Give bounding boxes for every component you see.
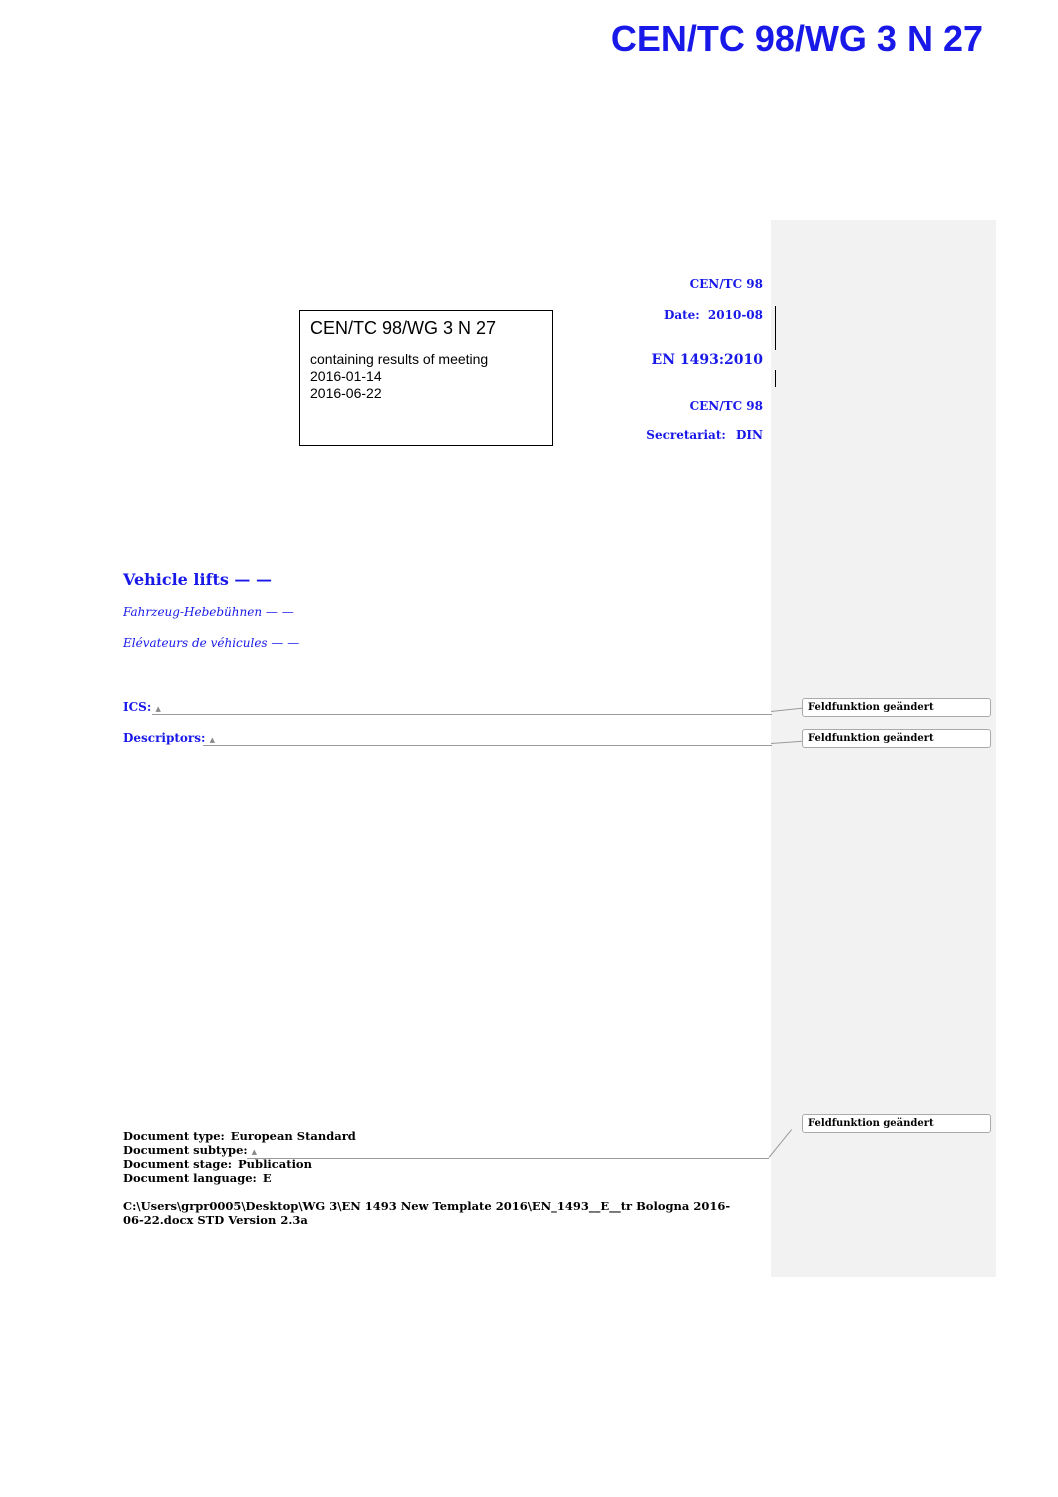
- doc-subtype-label: Document subtype:: [123, 1142, 248, 1157]
- doc-type-value: European Standard: [230, 1129, 356, 1143]
- doc-language-row: [123, 1172, 356, 1186]
- doc-type-row: [123, 1130, 356, 1144]
- doc-language-value: E: [262, 1170, 272, 1185]
- secretariat-label: Secretariat:: [646, 428, 726, 442]
- date-label: Date:: [663, 308, 700, 322]
- change-bar: [775, 370, 776, 387]
- standard-number: EN 1493:2010: [651, 352, 763, 368]
- comment-leader-line: [152, 714, 772, 715]
- change-bar: [775, 306, 776, 350]
- meeting-date-2: 2016-06-22: [310, 385, 382, 401]
- meeting-box-title: CEN/TC 98/WG 3 N 27: [310, 318, 497, 338]
- meeting-date-1: 2016-01-14: [310, 368, 382, 384]
- date-line: [664, 308, 763, 322]
- document-number-heading: CEN/TC 98/WG 3 N 27: [610, 18, 983, 59]
- doc-type-label: Document type:: [123, 1129, 225, 1143]
- field-marker-icon: ▲: [251, 1146, 258, 1156]
- doc-stage-label: Document stage:: [123, 1157, 233, 1171]
- title-english: Vehicle lifts — —: [123, 570, 272, 589]
- field-marker-icon: ▲: [209, 735, 216, 744]
- doc-stage-value: Publication: [238, 1157, 312, 1171]
- descriptors-field: [123, 731, 215, 745]
- date-value: 2010-08: [707, 308, 763, 322]
- secretariat-line: [646, 428, 763, 442]
- comment-leader-line: [203, 745, 772, 746]
- comment-balloon[interactable]: Feldfunktion geändert: [802, 698, 991, 717]
- title-french: Elévateurs de véhicules — —: [123, 636, 300, 650]
- descriptors-label: Descriptors:: [123, 731, 206, 745]
- comment-balloon[interactable]: Feldfunktion geändert: [802, 729, 991, 748]
- title-german: Fahrzeug-Hebebühnen — —: [123, 605, 294, 619]
- document-metadata: [123, 1130, 356, 1185]
- doc-stage-row: [123, 1158, 356, 1172]
- meeting-results-box: [299, 310, 553, 446]
- ics-field: [123, 700, 161, 714]
- doc-subtype-row: [123, 1144, 356, 1159]
- comment-balloon[interactable]: Feldfunktion geändert: [802, 1114, 991, 1133]
- committee-label-2: CEN/TC 98: [689, 399, 763, 413]
- doc-language-label: Document language:: [123, 1170, 257, 1185]
- ics-label: ICS:: [123, 700, 152, 714]
- meeting-box-description: containing results of meeting: [310, 351, 489, 367]
- field-marker-icon: ▲: [155, 704, 161, 713]
- secretariat-value: DIN: [736, 428, 763, 442]
- committee-label: CEN/TC 98: [689, 277, 763, 291]
- document-file-path: C:\Users\grpr0005\Desktop\WG 3\EN 1493 New Template 2016\EN_1493__E__tr Bologna 2016-06-22.docx STD Version 2.3a: [123, 1199, 731, 1227]
